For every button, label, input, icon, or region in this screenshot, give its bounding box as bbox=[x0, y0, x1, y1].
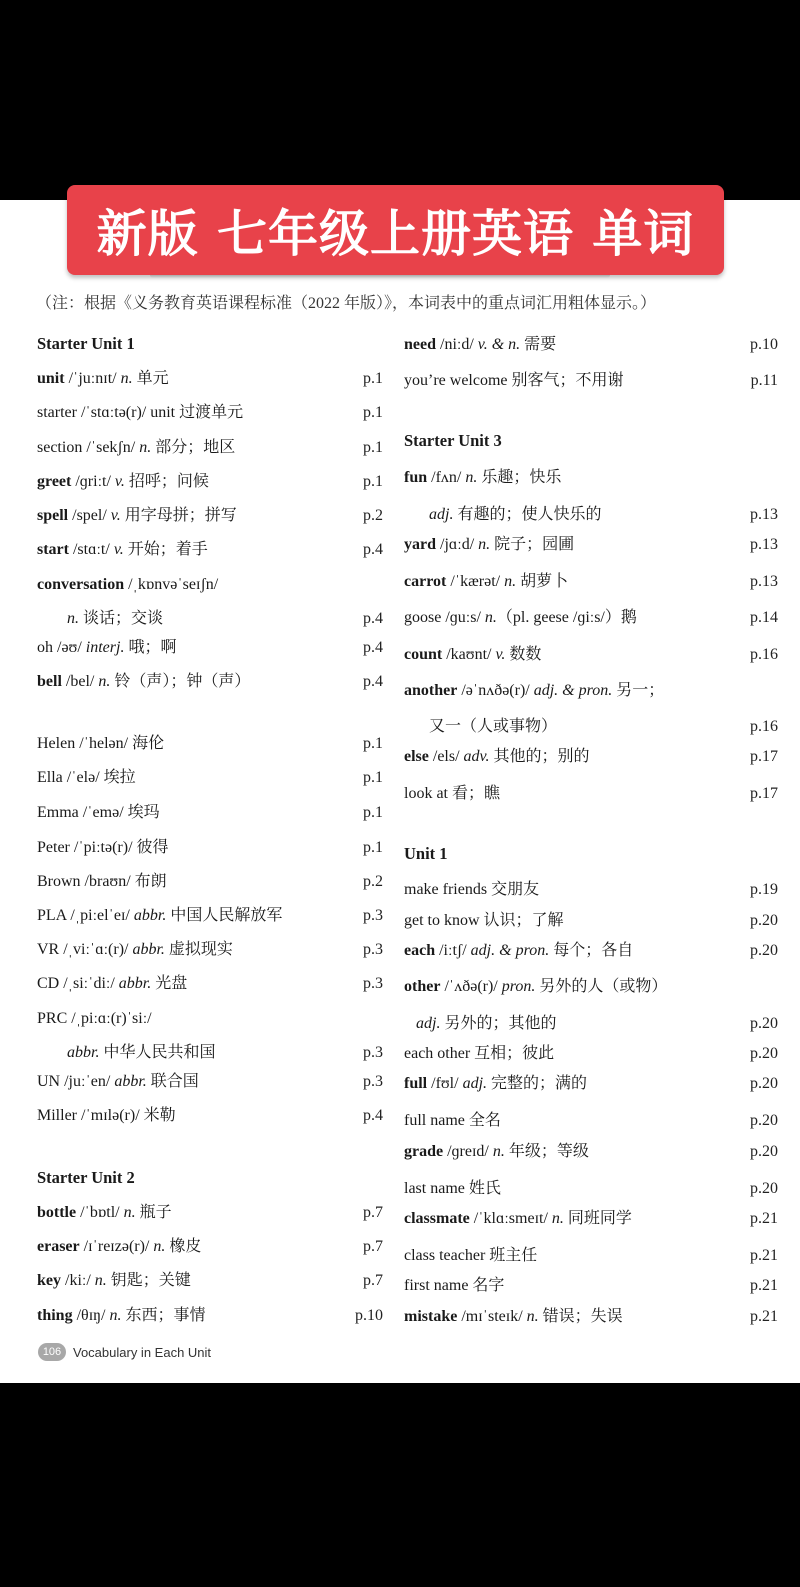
vocab-entry: get to know 认识；了解 p.20 bbox=[404, 909, 778, 933]
vocab-entry: carrot /ˈkærət/ n. 胡萝卜 p.13 bbox=[404, 570, 778, 594]
page-ref: p.16 bbox=[750, 646, 778, 663]
vocab-entry: look at 看；瞧 p.17 bbox=[404, 782, 778, 806]
page-ref: p.4 bbox=[363, 541, 383, 558]
vocab-entry: section /ˈsekʃn/ n. 部分；地区 p.1 bbox=[37, 436, 383, 460]
page-ref: p.20 bbox=[750, 1045, 778, 1062]
page-ref: p.2 bbox=[363, 873, 383, 890]
vocab-entry: each /iːtʃ/ adj. & pron. 每个；各自 p.20 bbox=[404, 939, 778, 963]
page-ref: p.3 bbox=[363, 1044, 383, 1061]
page-ref: p.4 bbox=[363, 673, 383, 690]
page-ref: p.17 bbox=[750, 748, 778, 765]
section-heading: Unit 1 bbox=[404, 844, 448, 863]
vocab-entry: classmate /ˈklɑːsmeɪt/ n. 同班同学 p.21 bbox=[404, 1207, 778, 1231]
page-ref: p.1 bbox=[363, 370, 383, 387]
page-ref: p.13 bbox=[750, 536, 778, 553]
page-ref: p.14 bbox=[750, 609, 778, 626]
page-ref: p.4 bbox=[363, 610, 383, 627]
page-ref: p.20 bbox=[750, 1180, 778, 1197]
page-ref: p.10 bbox=[750, 336, 778, 353]
vocab-entry: need /niːd/ v. & n. 需要 p.10 bbox=[404, 333, 778, 357]
vocab-entry: fun /fʌn/ n. 乐趣；快乐 bbox=[404, 469, 562, 486]
title-banner bbox=[67, 185, 724, 275]
vocab-entry: spell /spel/ v. 用字母拼；拼写 p.2 bbox=[37, 504, 383, 528]
page-ref: p.3 bbox=[363, 1073, 383, 1090]
section-heading: Starter Unit 2 bbox=[37, 1168, 135, 1187]
page-ref: p.10 bbox=[355, 1307, 383, 1324]
name-entry: Ella /ˈelə/ 埃拉 p.1 bbox=[37, 766, 383, 790]
abbr-entry: PRC /ˌpiːɑː(r)ˈsiː/ bbox=[37, 1010, 152, 1027]
page-ref: p.4 bbox=[363, 1107, 383, 1124]
vocab-entry: full name 全名 p.20 bbox=[404, 1109, 778, 1133]
name-entry: Helen /ˈhelən/ 海伦 p.1 bbox=[37, 732, 383, 756]
page-ref: p.1 bbox=[363, 839, 383, 856]
vocab-entry: grade /ɡreɪd/ n. 年级；等级 p.20 bbox=[404, 1140, 778, 1164]
vocab-entry: conversation /ˌkɒnvəˈseɪʃn/ bbox=[37, 576, 219, 593]
page-ref: p.11 bbox=[750, 372, 778, 389]
vocab-entry: full /fʊl/ adj. 完整的；满的 p.20 bbox=[404, 1072, 778, 1096]
vocab-entry: unit /ˈjuːnɪt/ n. 单元 p.1 bbox=[37, 367, 383, 391]
vocab-entry-continuation: adj. 另外的；其他的 p.20 bbox=[404, 1012, 778, 1036]
page-ref: p.13 bbox=[750, 506, 778, 523]
page-ref: p.20 bbox=[750, 1112, 778, 1129]
name-entry: Emma /ˈemə/ 埃玛 p.1 bbox=[37, 801, 383, 825]
footer-label: Vocabulary in Each Unit bbox=[73, 1344, 212, 1360]
vocab-entry: eraser /ɪˈreɪzə(r)/ n. 橡皮 p.7 bbox=[37, 1235, 383, 1259]
page-ref: p.1 bbox=[363, 439, 383, 456]
vocab-entry-continuation: adj. 有趣的；使人快乐的 p.13 bbox=[404, 503, 778, 527]
page-ref: p.21 bbox=[750, 1277, 778, 1294]
page-ref: p.20 bbox=[750, 1075, 778, 1092]
page-ref: p.20 bbox=[750, 942, 778, 959]
vocab-entry: key /kiː/ n. 钥匙；关键 p.7 bbox=[37, 1269, 383, 1293]
vocab-entry: else /els/ adv. 其他的；别的 p.17 bbox=[404, 745, 778, 769]
vocab-entry: first name 名字 p.21 bbox=[404, 1274, 778, 1298]
page-ref: p.1 bbox=[363, 769, 383, 786]
abbr-entry-continuation: abbr. 中华人民共和国 p.3 bbox=[37, 1041, 383, 1065]
vocab-entry: bottle /ˈbɒtl/ n. 瓶子 p.7 bbox=[37, 1201, 383, 1225]
name-entry: Miller /ˈmɪlə(r)/ 米勒 p.4 bbox=[37, 1104, 383, 1128]
page-ref: p.21 bbox=[750, 1308, 778, 1325]
page-ref: p.17 bbox=[750, 785, 778, 802]
abbr-entry: UN /juːˈen/ abbr. 联合国 p.3 bbox=[37, 1070, 383, 1094]
vocab-entry: goose /ɡuːs/ n.（pl. geese /ɡiːs/）鹅 p.14 bbox=[404, 606, 778, 630]
vocab-entry: bell /bel/ n. 铃（声）；钟（声） p.4 bbox=[37, 670, 383, 694]
vocab-entry: count /kaʊnt/ v. 数数 p.16 bbox=[404, 643, 778, 667]
page-ref: p.16 bbox=[750, 718, 778, 735]
abbr-entry: CD /ˌsiːˈdiː/ abbr. 光盘 p.3 bbox=[37, 972, 383, 996]
section-heading: Starter Unit 1 bbox=[37, 334, 135, 353]
page-ref: p.7 bbox=[363, 1204, 383, 1221]
page-ref: p.4 bbox=[363, 639, 383, 656]
vocab-entry: class teacher 班主任 p.21 bbox=[404, 1244, 778, 1268]
vocab-entry: other /ˈʌðə(r)/ pron. 另外的人（或物） bbox=[404, 978, 668, 995]
vocab-entry-continuation: n. 谈话；交谈 p.4 bbox=[37, 607, 383, 631]
banner-title: 新版 七年级上册英语 单词 bbox=[96, 205, 695, 263]
vocab-entry-continuation: 又一（人或事物） p.16 bbox=[404, 715, 778, 739]
vocab-entry: another /əˈnʌðə(r)/ adj. & pron. 另一； bbox=[404, 682, 665, 699]
page-ref: p.1 bbox=[363, 735, 383, 752]
page-ref: p.1 bbox=[363, 804, 383, 821]
vocab-entry: thing /θɪŋ/ n. 东西；事情 p.10 bbox=[37, 1304, 383, 1328]
page-ref: p.7 bbox=[363, 1272, 383, 1289]
page-ref: p.13 bbox=[750, 573, 778, 590]
page-ref: p.7 bbox=[363, 1238, 383, 1255]
abbr-entry: VR /ˌviːˈɑː(r)/ abbr. 虚拟现实 p.3 bbox=[37, 938, 383, 962]
page-ref: p.21 bbox=[750, 1210, 778, 1227]
page-ref: p.2 bbox=[363, 507, 383, 524]
page-ref: p.19 bbox=[750, 881, 778, 898]
page-ref: p.1 bbox=[363, 404, 383, 421]
vocab-entry: last name 姓氏 p.20 bbox=[404, 1177, 778, 1201]
page-ref: p.3 bbox=[363, 975, 383, 992]
page-ref: p.1 bbox=[363, 473, 383, 490]
vocab-entry: start /stɑːt/ v. 开始；着手 p.4 bbox=[37, 538, 383, 562]
vocab-entry: make friends 交朋友 p.19 bbox=[404, 878, 778, 902]
vocab-entry: starter /ˈstɑːtə(r)/ unit 过渡单元 p.1 bbox=[37, 401, 383, 425]
page-ref: p.20 bbox=[750, 912, 778, 929]
page-number-badge: 106 bbox=[38, 1343, 66, 1361]
page-ref: p.20 bbox=[750, 1015, 778, 1032]
abbr-entry: PLA /ˌpiːelˈeɪ/ abbr. 中国人民解放军 p.3 bbox=[37, 904, 383, 928]
vocab-entry: oh /əʊ/ interj. 哦；啊 p.4 bbox=[37, 636, 383, 660]
note-text: （注：根据《义务教育英语课程标准（2022 年版）》，本词表中的重点词汇用粗体显示。） bbox=[36, 295, 657, 312]
vocab-entry: you’re welcome 别客气；不用谢 p.11 bbox=[404, 369, 778, 393]
section-heading: Starter Unit 3 bbox=[404, 431, 502, 450]
page-footer bbox=[38, 1343, 211, 1361]
vocab-entry: yard /jɑːd/ n. 院子；园圃 p.13 bbox=[404, 533, 778, 557]
name-entry: Peter /ˈpiːtə(r)/ 彼得 p.1 bbox=[37, 836, 383, 860]
page-ref: p.3 bbox=[363, 941, 383, 958]
page-ref: p.3 bbox=[363, 907, 383, 924]
vocab-entry: mistake /mɪˈsteɪk/ n. 错误；失误 p.21 bbox=[404, 1305, 778, 1329]
vocab-entry: greet /ɡriːt/ v. 招呼；问候 p.1 bbox=[37, 470, 383, 494]
vocab-entry: each other 互相；彼此 p.20 bbox=[404, 1042, 778, 1066]
page-ref: p.20 bbox=[750, 1143, 778, 1160]
name-entry: Brown /braʊn/ 布朗 p.2 bbox=[37, 870, 383, 894]
page-ref: p.21 bbox=[750, 1247, 778, 1264]
